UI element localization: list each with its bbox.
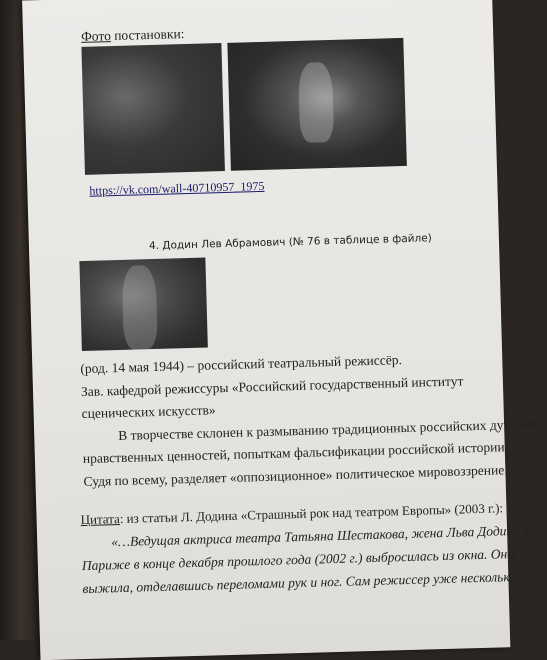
section-heading: 4. Додин Лев Абрамович (№ 76 в таблице в файле) <box>148 232 432 253</box>
bio-line-1: (род. 14 мая 1944) – российский театральный режиссёр. <box>80 352 403 377</box>
quote-label: Цитата <box>80 511 121 528</box>
vk-link[interactable]: https://vk.com/wall-40710957_1975 <box>89 178 265 198</box>
bio-line-2: Зав. кафедрой режиссуры «Российский государственный институт <box>80 373 464 400</box>
quote-line-1: «…Ведущая актриса театра Татьяна Шестакова, жена Льва Додина в <box>111 522 530 550</box>
para-line-1: В творчестве склонен к размыванию традиционных российских духовно- <box>118 416 542 444</box>
para-line-2: нравственных ценностей, попыткам фальсификации российской истории. <box>82 439 509 467</box>
photos-heading-word: Фото <box>80 28 112 44</box>
photos-heading <box>81 26 185 45</box>
bio-line-3: сценических искусств» <box>81 402 216 422</box>
quote-line-2: Париже в конце декабря прошлого года (2002 г.) выбросилась из окна. Она <box>81 546 515 574</box>
production-photo-1 <box>81 43 225 175</box>
photos-heading-rest: постановки: <box>110 26 185 44</box>
para-line-3: Судя по всему, разделяет «оппозиционное» политическое мировоззрение. <box>83 462 508 490</box>
portrait-photo <box>79 258 207 351</box>
portrait-figure <box>122 265 158 350</box>
quote-line-3: выжила, отделавшись переломами рук и ног. Сам режиссер уже несколько <box>82 569 517 597</box>
document-page <box>22 0 542 660</box>
photo-figure <box>298 62 334 143</box>
production-photo-2 <box>227 38 407 171</box>
quote-intro-line <box>80 500 503 528</box>
quote-intro: : из статьи Л. Додина «Страшный рок над театром Европы» (2003 г.): <box>119 500 504 527</box>
